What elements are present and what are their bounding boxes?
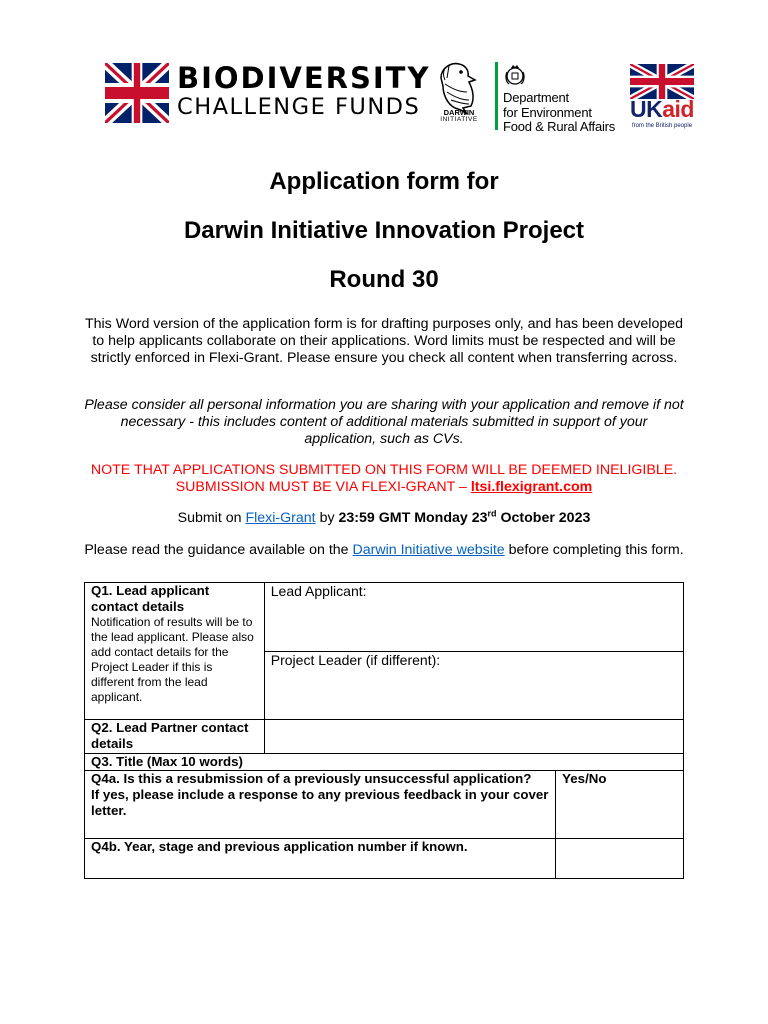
union-flag-icon bbox=[105, 63, 169, 123]
page-title-line1: Application form for bbox=[269, 168, 499, 195]
lead-applicant-field[interactable]: Lead Applicant: bbox=[264, 583, 683, 652]
q1-note: Notification of results will be to the lead applicant. Please also add contact details for the Project Leader if this is different from the lead applicant. bbox=[91, 615, 254, 704]
intro-paragraph: This Word version of the application form is for drafting purposes only, and has been developed to help applicants collaborate on their applications. Word limits must be respected and will be strictly enforced in Flexi-Grant. Please ensure you check all content when transferring across. bbox=[84, 316, 684, 366]
lead-partner-field[interactable] bbox=[264, 720, 683, 754]
flexigrant-url-link[interactable]: ltsi.flexigrant.com bbox=[470, 479, 593, 495]
q3-title-row[interactable]: Q3. Title (Max 10 words) bbox=[85, 754, 684, 771]
ineligible-note: NOTE THAT APPLICATIONS SUBMITTED ON THIS FORM WILL BE DEEMED INELIGIBLE. SUBMISSION MUST BE VIA FLEXI-GRANT – ltsi.flexigrant.com bbox=[90, 462, 678, 495]
project-leader-field[interactable]: Project Leader (if different): bbox=[264, 652, 683, 720]
q4a-answer-field[interactable]: Yes/No bbox=[556, 771, 684, 839]
ukaid-logo-text: UKaid bbox=[630, 96, 694, 122]
defra-logo-text: Department for Environment Food & Rural Affairs bbox=[503, 90, 616, 134]
submission-deadline: Submit on Flexi-Grant by 23:59 GMT Monday 23rd October 2023 bbox=[177, 508, 591, 526]
q4b-answer-field[interactable] bbox=[556, 839, 684, 879]
flexi-grant-link[interactable]: Flexi-Grant bbox=[245, 510, 316, 526]
q2-label: Q2. Lead Partner contact details bbox=[85, 720, 265, 754]
application-form-table bbox=[84, 582, 684, 879]
ukaid-tagline: from the British people bbox=[632, 123, 693, 129]
page-title-line3: Round 30 bbox=[329, 266, 439, 293]
darwin-website-link[interactable]: Darwin Initiative website bbox=[352, 542, 505, 558]
page-title-line2: Darwin Initiative Innovation Project bbox=[183, 217, 585, 244]
privacy-paragraph: Please consider all personal information you are sharing with your application and remove if not necessary - this includes content of additional materials submitted in support of your application, such as CVs. bbox=[84, 397, 684, 447]
guidance-paragraph: Please read the guidance available on the Darwin Initiative website before completing this form. bbox=[84, 542, 684, 558]
royal-crest-icon bbox=[502, 62, 528, 88]
bcf-logo-text: BIODIVERSITY CHALLENGE FUNDS bbox=[177, 61, 431, 120]
logo-bar bbox=[105, 56, 697, 136]
q1-title: Q1. Lead applicant contact details bbox=[91, 583, 210, 614]
darwin-logo-text: DARWIN INITIATIVE bbox=[440, 108, 478, 123]
q4a-question: Q4a. Is this a resubmission of a previously unsuccessful application? If yes, please include a response to any previous feedback in your cover letter. bbox=[85, 771, 556, 839]
ukaid-flag-icon bbox=[630, 64, 694, 99]
defra-green-bar bbox=[495, 62, 498, 130]
q4b-question: Q4b. Year, stage and previous application number if known. bbox=[85, 839, 556, 879]
q1-label-cell bbox=[85, 583, 265, 720]
